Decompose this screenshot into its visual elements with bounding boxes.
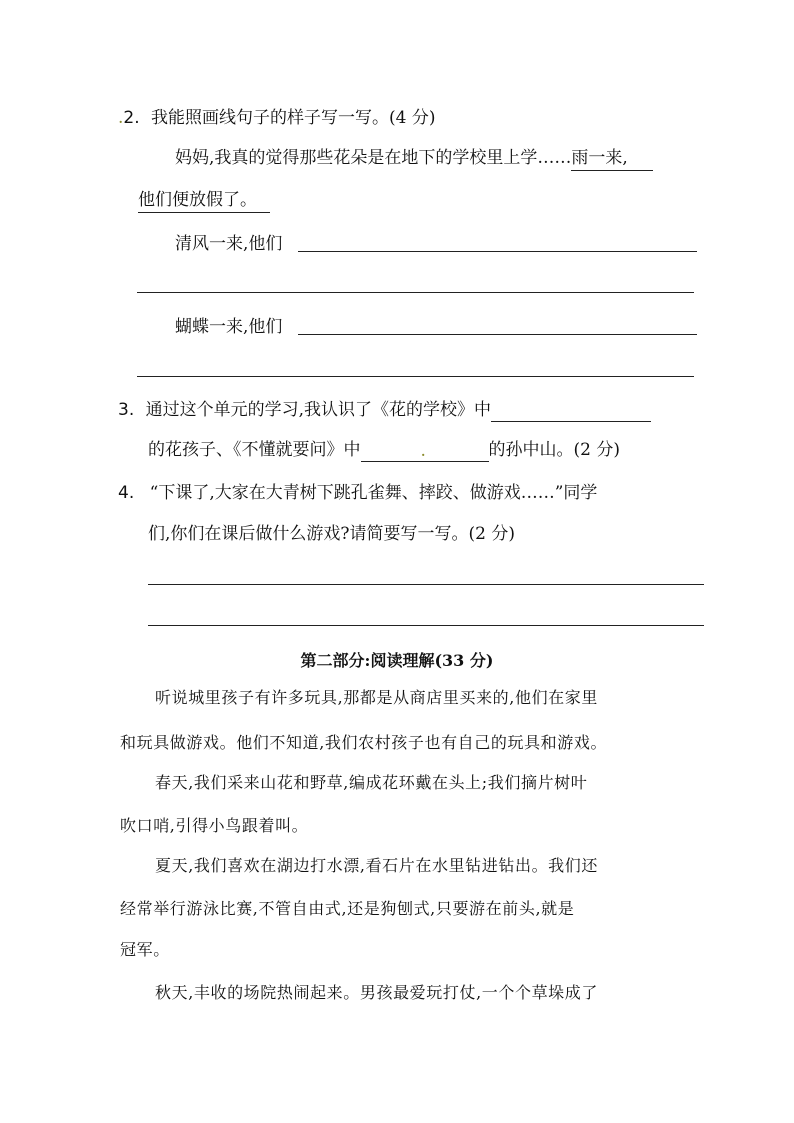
- passage-line: 夏天,我们喜欢在湖边打水漂,看石片在水里钻进钻出。我们还: [155, 856, 598, 875]
- q3-blank-1[interactable]: [491, 403, 651, 422]
- q3-line1: [118, 398, 651, 422]
- q4-answer-line-2[interactable]: [148, 625, 704, 626]
- passage-line: 吹口哨,引得小鸟跟着叫。: [120, 816, 309, 835]
- q2-example-underlined-2: 他们便放假了。: [138, 188, 270, 213]
- q2-header: [118, 106, 436, 130]
- q4-text-1: “下课了,大家在大青树下跳孔雀舞、摔跤、做游戏……”同学: [149, 483, 598, 503]
- q4-text-2: 们,你们在课后做什么游戏?请简要写一写。(2 分): [148, 524, 516, 544]
- q2-example-line2: [138, 188, 270, 213]
- q2-example-lead: 妈妈,我真的觉得那些花朵是在地下的学校里上学……: [175, 148, 572, 168]
- passage-line: 春天,我们采来山花和野草,编成花环戴在头上;我们摘片树叶: [155, 773, 588, 792]
- q2-fill-1-answer-line[interactable]: [298, 251, 697, 252]
- q2-fill-2-answer-line-2[interactable]: [137, 376, 694, 377]
- q4-line2: [148, 522, 515, 546]
- q3-text-2b: 的孙中山。(2 分): [488, 440, 620, 460]
- q3-number: 3.: [118, 400, 135, 420]
- stray-dot: .: [118, 108, 124, 128]
- passage-line: 冠军。: [120, 940, 170, 959]
- q2-fill-1-answer-line-2[interactable]: [137, 292, 694, 293]
- q4-line1: [118, 481, 597, 505]
- q3-line2: [148, 438, 620, 462]
- q3-text-2a: 的花孩子、《不懂就要问》中: [148, 440, 361, 460]
- passage-line: 和玩具做游戏。他们不知道,我们农村孩子也有自己的玩具和游戏。: [120, 733, 608, 752]
- q3-blank-2[interactable]: [361, 443, 489, 462]
- q2-fill-1-label: 清风一来,他们: [175, 234, 283, 254]
- part2-title: 第二部分:阅读理解(33 分): [300, 651, 494, 670]
- q2-fill-1-prompt: [175, 232, 282, 256]
- passage-line: 听说城里孩子有许多玩具,那都是从商店里买来的,他们在家里: [155, 688, 598, 707]
- passage-line: 经常举行游泳比赛,不管自由式,还是狗刨式,只要游在前头,就是: [120, 899, 575, 918]
- q4-number: 4.: [118, 483, 135, 503]
- q2-fill-2-answer-line[interactable]: [298, 334, 697, 335]
- q2-fill-2-prompt: [175, 315, 282, 339]
- q2-number: 2.: [123, 108, 140, 128]
- q2-fill-2-label: 蝴蝶一来,他们: [175, 317, 283, 337]
- q2-example-line1: [175, 146, 653, 171]
- q2-example-underlined-1: 雨一来,: [571, 146, 653, 171]
- q2-prompt: 我能照画线句子的样子写一写。(4 分): [151, 108, 436, 128]
- q4-answer-line-1[interactable]: [148, 584, 704, 585]
- passage-line: 秋天,丰收的场院热闹起来。男孩最爱玩打仗,一个个草垛成了: [155, 983, 598, 1002]
- stray-dot-2: .: [420, 441, 426, 461]
- q3-text-1: 通过这个单元的学习,我认识了《花的学校》中: [145, 400, 492, 420]
